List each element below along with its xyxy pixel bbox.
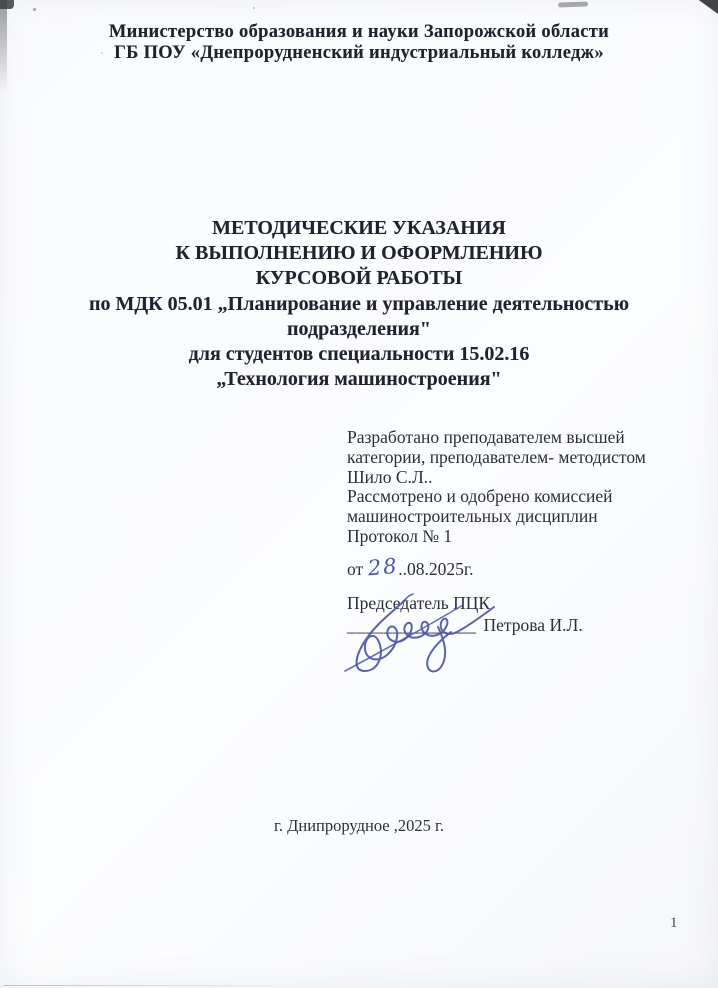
city-year-line: г. Днипрорудное ,2025 г. (273, 816, 445, 835)
scan-artifact-top-smear (558, 1, 588, 7)
title-line: К ВЫПОЛНЕНИЮ И ОФОРМЛЕНИЮ (175, 242, 543, 265)
college-line: ГБ ПОУ «Днепрорудненский индустриальный колледж» (114, 43, 604, 63)
handwritten-day: 28 (366, 553, 400, 581)
date-prefix: от (347, 558, 368, 579)
scan-artifact-bottom-edge (4, 985, 324, 986)
title-line: КУРСОВОЙ РАБОТЫ (255, 267, 463, 290)
document-title (0, 216, 718, 392)
title-line: „Технология машиностроения" (216, 368, 502, 391)
title-line: для студентов специальности 15.02.16 (188, 343, 530, 366)
date-suffix: ..08.2025г. (398, 558, 474, 579)
title-line: по МДК 05.01 „Планирование и управление деятельностью (89, 292, 629, 315)
title-line: подразделения" (287, 317, 431, 340)
signature-scribble (333, 592, 501, 678)
approval-line: машиностроительных дисциплин (347, 506, 598, 527)
approval-line: Разработано преподавателем высшей (347, 427, 625, 447)
chair-label: Председатель ПЦК (347, 592, 491, 613)
ministry-line: Министерство образования и науки Запорожской области (108, 22, 610, 42)
signature-line: ______________ (347, 615, 477, 636)
organization-header (0, 22, 718, 64)
approval-line: Протокол № 1 (347, 525, 453, 546)
scan-speck (33, 8, 36, 11)
scan-artifact-top-right (694, 0, 718, 14)
chair-name: Петрова И.Л. (483, 615, 583, 636)
approval-line: Шило С.Л.. (347, 466, 433, 487)
scan-speck (253, 7, 255, 9)
page-number: 1 (670, 915, 678, 931)
approval-line: Рассмотрено и одобрено комиссией (347, 486, 613, 507)
approval-line: категории, преподавателем- методистом (347, 446, 646, 467)
title-line: МЕТОДИЧЕСКИЕ УКАЗАНИЯ (212, 217, 506, 239)
protocol-date (347, 553, 697, 581)
